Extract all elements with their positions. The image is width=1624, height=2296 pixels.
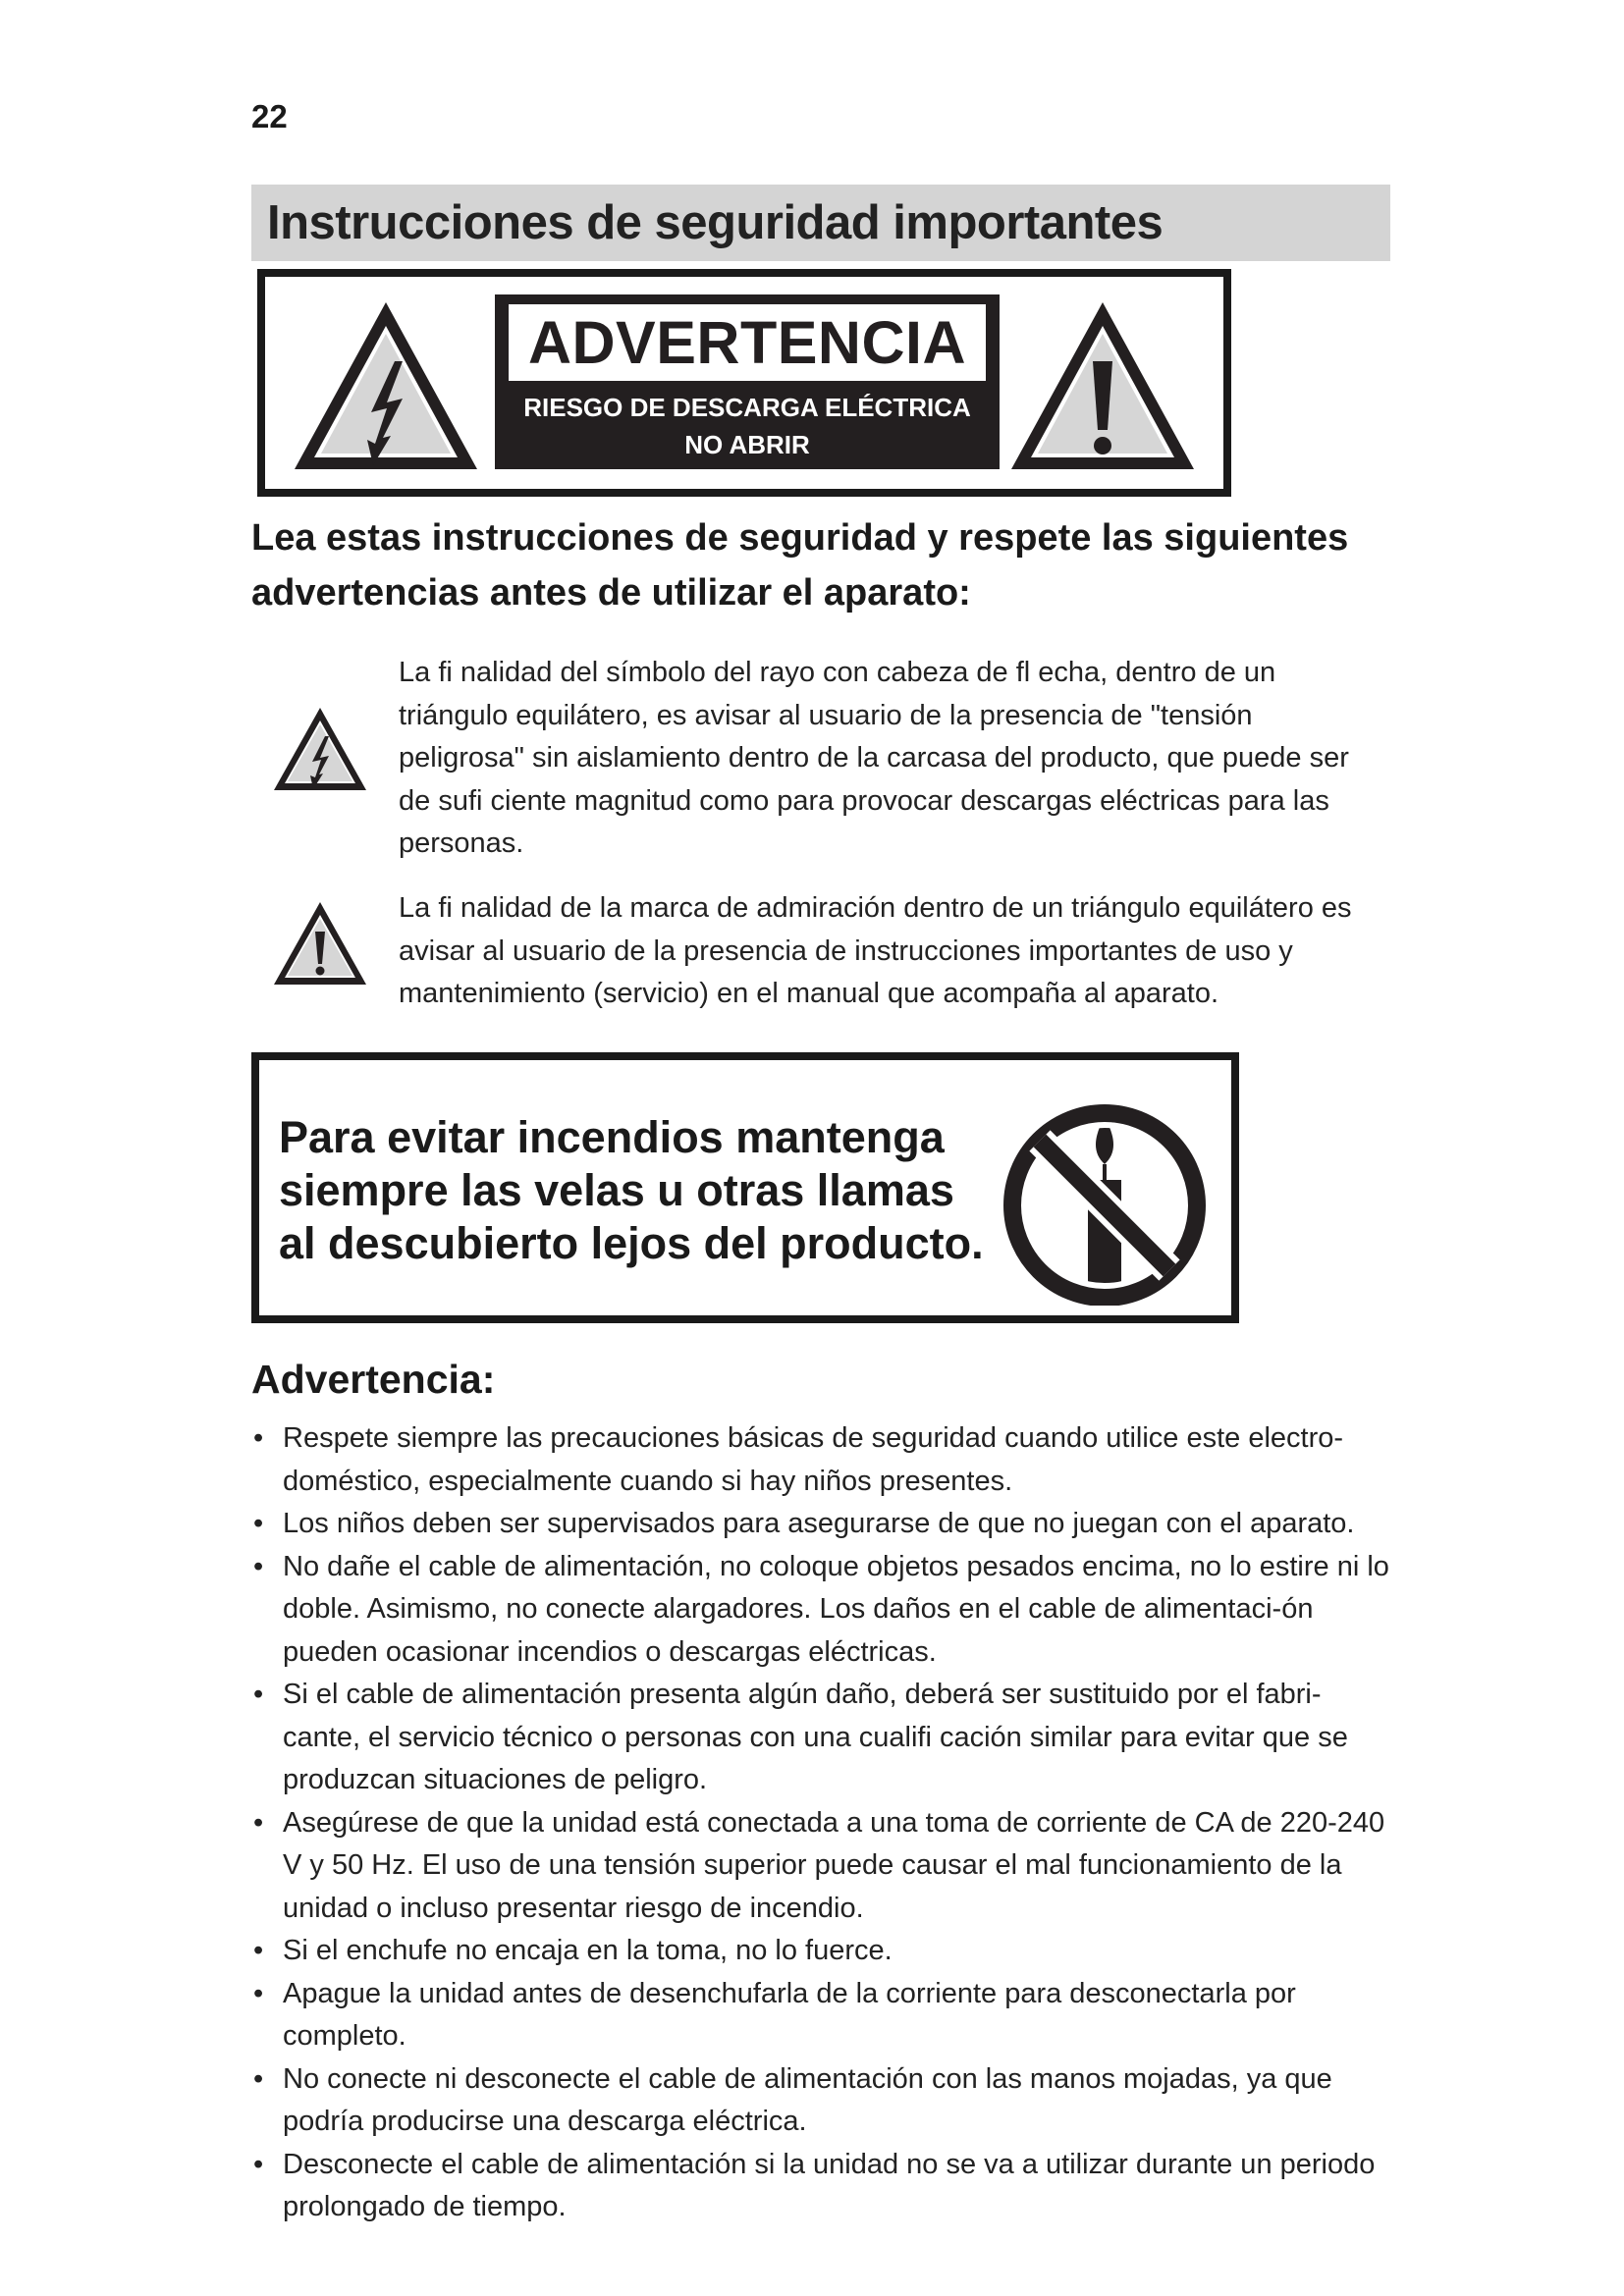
exclamation-triangle-icon xyxy=(1005,296,1200,475)
list-item xyxy=(251,1417,1390,1503)
lightning-triangle-icon xyxy=(289,296,483,475)
symbol-description: La fi nalidad del símbolo del rayo con cabeza de fl echa, dentro de un triángulo equilátero, es avisar al usuario de la presencia de "tensión peligrosa" sin aislamiento dentro de la carcasa del producto, que puede ser de sufi ciente magnitud como para provocar descargas eléctricas para las personas. xyxy=(399,657,1349,859)
list-item-text: Apague la unidad antes de desenchufarla de la corriente para desconectarla por completo. xyxy=(283,1977,1296,2052)
exclamation-triangle-icon xyxy=(271,899,369,988)
list-item-text: Si el cable de alimentación presenta algún daño, deberá ser sustituido por el fabri-cante, el servicio técnico o personas con una cualifi cación similar para evitar que se produzcan situaciones de peligro. xyxy=(283,1679,1348,1795)
list-item-text: No dañe el cable de alimentación, no coloque objetos pesados encima, no lo estire ni lo doble. Asimismo, no conecte alargadores. Los daños en el cable de alimentaci-ón pueden ocasionar incendios o descargas eléctricas. xyxy=(283,1550,1389,1668)
section-title-bar xyxy=(251,185,1390,261)
bullet-dot: • xyxy=(253,1977,264,2009)
list-item-text: Desconecte el cable de alimentación si la unidad no se va a utilizar durante un periodo prolongado de tiempo. xyxy=(283,2148,1376,2222)
fire-warning-box xyxy=(251,1052,1239,1323)
list-item xyxy=(251,1930,1390,1973)
bullet-dot: • xyxy=(253,2148,264,2180)
bullet-dot: • xyxy=(253,1508,264,1539)
list-item xyxy=(251,1546,1390,1675)
section-title: Instrucciones de seguridad importantes xyxy=(267,196,1164,249)
list-item xyxy=(251,1674,1390,1802)
bullet-dot: • xyxy=(253,1422,264,1454)
list-item-text: Asegúrese de que la unidad está conectada a una toma de corriente de CA de 220-240 V y 50 Hz. El uso de una tensión superior puede causar el mal funcionamiento de la unidad o incluso presentar riesgo de incendio. xyxy=(283,1806,1385,1924)
bullet-dot: • xyxy=(253,1806,264,1839)
warning-subline-1: RIESGO DE DESCARGA ELÉCTRICA xyxy=(523,393,971,422)
intro-heading: Lea estas instrucciones de seguridad y respete las siguientes advertencias antes de utilizar el aparato: xyxy=(251,517,1349,614)
symbol-explanation-exclamation xyxy=(251,887,1400,1025)
list-item xyxy=(251,2058,1390,2144)
page-number: 22 xyxy=(251,98,288,134)
advertencia-heading: Advertencia: xyxy=(251,1357,496,1402)
bullet-dot: • xyxy=(253,1679,264,1710)
symbol-description: La fi nalidad de la marca de admiración dentro de un triángulo equilátero es avisar al usuario de la presencia de instrucciones importantes de uso y mantenimiento (servicio) en el manual que acompaña al aparato. xyxy=(399,892,1352,1009)
symbol-explanation-lightning xyxy=(251,652,1400,868)
bullet-dot: • xyxy=(253,2062,264,2095)
list-item xyxy=(251,1973,1390,2058)
fire-warning-text: Para evitar incendios mantenga siempre las velas u otras llamas al descubierto lejos del producto. xyxy=(279,1112,984,1268)
bullet-dot: • xyxy=(253,1550,264,1582)
list-item-text: Los niños deben ser supervisados para asegurarse de que no juegan con el aparato. xyxy=(283,1508,1355,1539)
bullet-dot: • xyxy=(253,1935,264,1966)
warning-heading: ADVERTENCIA xyxy=(527,309,967,376)
electric-shock-warning-label xyxy=(257,269,1231,497)
list-item-text: Si el enchufe no encaja en la toma, no lo fuerce. xyxy=(283,1935,893,1966)
lightning-triangle-icon xyxy=(271,705,369,793)
advertencia-list xyxy=(251,1417,1390,2229)
list-item xyxy=(251,1802,1390,1931)
warning-subline-2: NO ABRIR xyxy=(684,430,810,459)
list-item xyxy=(251,1503,1390,1546)
list-item-text: No conecte ni desconecte el cable de alimentación con las manos mojadas, ya que podría producirse una descarga eléctrica. xyxy=(283,2062,1332,2137)
list-item xyxy=(251,2144,1390,2229)
no-open-flame-icon xyxy=(992,1099,1218,1306)
warning-center-panel xyxy=(495,294,1000,469)
warning-heading-box xyxy=(509,304,986,381)
list-item-text: Respete siempre las precauciones básicas de seguridad cuando utilice este electro-doméstico, especialmente cuando si hay niños presentes. xyxy=(283,1422,1344,1497)
